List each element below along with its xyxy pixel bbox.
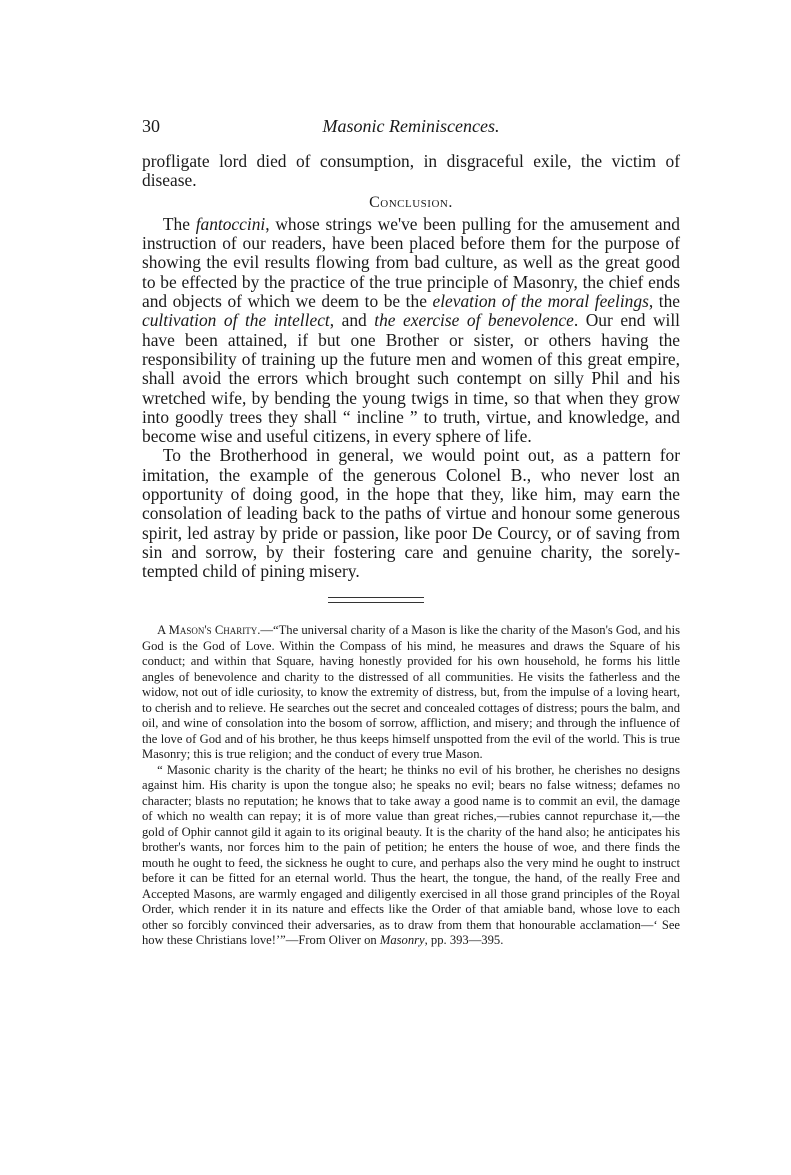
paragraph-brotherhood: To the Brotherhood in general, we would point out, as a pattern for imitation, the example of the generous Colonel B., who never lost an opportunity of doing good, in the hope that they, like him, may earn the consolation of leading back to the paths of virtue and honour some generous spirit, led astray by pride or passion, like poor De Courcy, or of saving from sin and sorrow, by their fostering care and genuine charity, the sorely-tempted child of pining misery. — [142, 445, 680, 582]
footnote-section — [142, 623, 680, 949]
italic-fantoccini: fantoccini — [195, 213, 266, 234]
note-paragraph-2: “ Masonic charity is the charity of the heart; he thinks no evil of his brother, he cherishes no designs against him. His charity is upon the tongue also; he speaks no evil; bears no false witness; defames no character; blasts no reputation; he knows that to take away a good name is to commit an evil, the damage of which no wealth can repay; it is of more value than great riches,—rubies cannot repurchase it,—the gold of Ophir cannot gild it again to its original beauty. It is the charity of the hand also; he anticipates his brother's wants, nor forces him to the pain of petition; he enters the house of woe, and there finds the mouth he ought to feed, the sickness he ought to cure, and perhaps also the very mind he ought to instruct before it can be fitted for an eternal world. Thus the heart, the tongue, the hand, of the really Free and Accepted Masons, are warmly engaged and diligently exercised in all those grand principles of the Royal Order, which render it in its nature and effects like the Order of that amiable band, whose love to each other so forcibly convinced their adversaries, as to draw from them that honourable acclamation—‘ See how these Christians love!’”—From Oliver on Masonry, pp. 393—395. — [142, 762, 680, 947]
italic-moral-feelings: elevation of the moral feelings — [432, 291, 649, 312]
section-divider — [328, 597, 424, 603]
running-title: Masonic Reminiscences. — [322, 116, 500, 136]
page-header — [142, 116, 680, 140]
note-paragraph-1: A Mason's Charity.—“The universal charity of a Mason is like the charity of the Mason's God, and his God is the God of Love. Within the Compass of his mind, he measures and draws the Square of his conduct; and within that Square, having honestly provided for his own household, he forms his little angles of benevolence and charity to the distressed of all communities. He visits the fatherless and the widow, not out of idle curiosity, to know the extremity of distress, but, from the impulse of a loving heart, to cherish and to relieve. He searches out the secret and concealed cottages of distress; pours the balm, and oil, and wine of consolation into the bosom of sorrow, affliction, and misery; and through the influence of the love of God and of his brother, he thus keeps himself unspotted from the evil of the world. This is true Masonry; this is true religion; and the conduct of every true Mason. — [142, 623, 680, 761]
paragraph-continuation: profligate lord died of consumption, in disgraceful exile, the victim of disease. — [142, 151, 680, 191]
main-text — [142, 152, 680, 582]
italic-intellect: cultivation of the intellect — [142, 310, 330, 331]
note-title: A Mason's Charity. — [157, 623, 261, 637]
section-title: Conclusion. — [369, 193, 453, 211]
page-number: 30 — [142, 116, 160, 136]
paragraph-conclusion: The fantoccini, whose strings we've been pulling for the amusement and instruction of our readers, have been placed before them for the purpose of showing the evil results flowing from bad culture, as well as the great good to be effected by the practice of the true principle of Masonry, the chief ends and objects of which we deem to be the elevation of the moral feelings, the cultivation of the intellect, and the exercise of benevolence. Our end will have been attained, if but one Brother or sister, or others having the responsibility of training up the future men and women of this great empire, shall avoid the errors which brought such contempt on silly Phil and his wretched wife, by bending the young twigs in time, so that when they grow into goodly trees they shall “ incline ” to truth, virtue, and knowledge, and become wise and useful citizens, in every sphere of life. — [142, 213, 681, 447]
source-title: Masonry — [379, 933, 425, 947]
italic-benevolence: the exercise of benevolence — [374, 310, 574, 331]
